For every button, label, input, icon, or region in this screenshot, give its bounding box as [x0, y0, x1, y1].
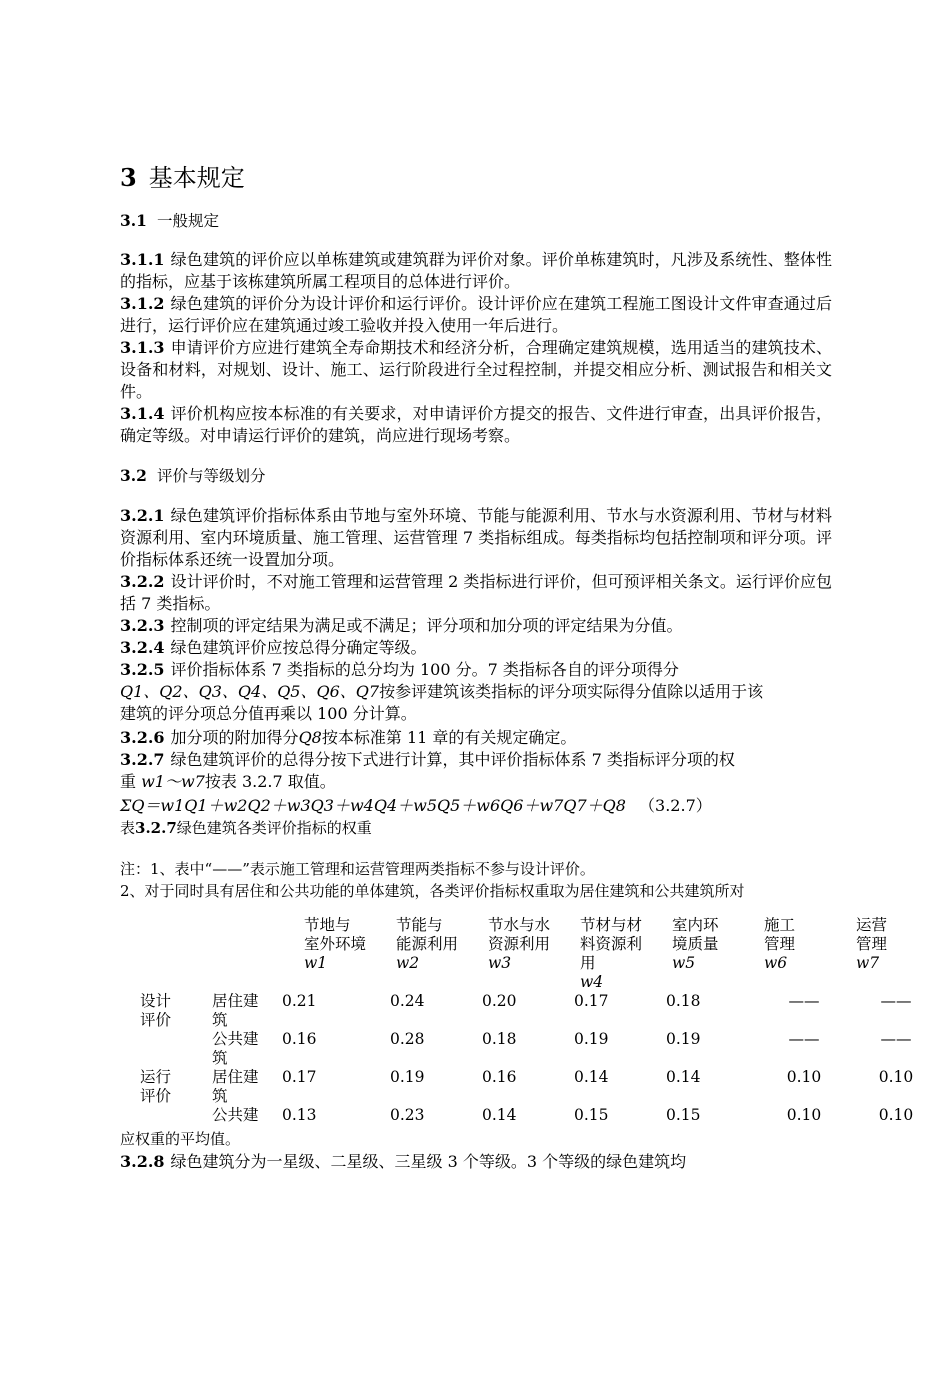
value-cell: 0.24 — [390, 992, 425, 1010]
value-cell: —— — [788, 992, 820, 1010]
note-2-continuation: 应权重的平均值。 — [120, 1130, 241, 1148]
clause-number: 3.2.7 — [120, 750, 165, 769]
value-cell: 0.23 — [390, 1106, 425, 1124]
row-category — [130, 1106, 212, 1125]
clause-3-1-1 — [120, 249, 832, 293]
clause-text: 申请评价方应进行建筑全寿命期技术和经济分析，合理确定建筑规模，选用适当的建筑技术、设备和材料，对规划、设计、施工、运行阶段进行全过程控制，并提交相应分析、测试报告和相关文件。 — [120, 338, 832, 401]
category-line: 评价 — [140, 1011, 172, 1029]
row-subcategory — [212, 1030, 282, 1068]
clause-number: 3.2.3 — [120, 616, 165, 635]
value-cell: —— — [880, 1030, 912, 1048]
header-line: 运营 — [856, 916, 888, 934]
value-cell: 0.18 — [482, 1030, 517, 1048]
clause-number: 3.1.1 — [120, 250, 165, 269]
weight-symbol: w6 — [764, 954, 788, 972]
header-line: 资源利用 — [488, 935, 551, 953]
clause-3-1-4 — [120, 403, 832, 447]
weight-symbol: w1 — [304, 954, 328, 972]
clause-number: 3.2.4 — [120, 638, 165, 657]
caption-prefix: 表 — [120, 819, 136, 837]
section-heading-3-2 — [120, 464, 265, 486]
weight-symbol: w4 — [580, 973, 604, 991]
clause-number: 3.1.4 — [120, 404, 165, 423]
value-cell: 0.16 — [482, 1068, 517, 1086]
clause-number: 3.2.1 — [120, 506, 165, 525]
value-cell: 0.20 — [482, 992, 517, 1010]
section-number: 3.1 — [120, 211, 147, 230]
row-subcategory — [212, 1068, 282, 1106]
subcategory-line: 筑 — [212, 1087, 228, 1105]
clause-number: 3.1.2 — [120, 294, 165, 313]
clause-3-2-5-line2 — [120, 681, 763, 703]
value-cell: 0.19 — [574, 1030, 609, 1048]
clause-3-1-2 — [120, 293, 832, 337]
header-w2 — [390, 916, 482, 992]
clause-number: 3.2.2 — [120, 572, 165, 591]
table-row — [130, 1030, 942, 1068]
category-line: 运行 — [140, 1068, 172, 1086]
subcategory-line: 居住建 — [212, 992, 259, 1010]
clause-3-2-7-line2 — [120, 771, 336, 793]
header-line: 料资源利 — [580, 935, 643, 953]
header-w6 — [758, 916, 850, 992]
section-title: 评价与等级划分 — [156, 467, 266, 485]
row-category — [130, 992, 212, 1030]
header-line: 用 — [580, 954, 596, 972]
caption-number: 3.2.7 — [135, 819, 177, 837]
category-line: 设计 — [140, 992, 172, 1010]
row-category — [130, 1068, 212, 1106]
note-2: 2、对于同时具有居住和公共功能的单体建筑，各类评价指标权重取为居住建筑和公共建筑所对 — [120, 882, 745, 900]
table-caption — [120, 817, 372, 839]
subcategory-line: 公共建 — [212, 1030, 259, 1048]
header-line: 境质量 — [672, 935, 719, 953]
value-cell: 0.16 — [282, 1030, 317, 1048]
q8-symbol: Q8 — [298, 728, 322, 747]
clause-3-2-4 — [120, 637, 427, 659]
weight-symbol: w2 — [396, 954, 420, 972]
chapter-number: 3 — [120, 163, 137, 192]
clause-text: 绿色建筑的评价应以单栋建筑或建筑群为评价对象。评价单栋建筑时，凡涉及系统性、整体性的指标，应基于该栋建筑所属工程项目的总体进行评价。 — [120, 250, 832, 291]
caption-text: 绿色建筑各类评价指标的权重 — [176, 819, 372, 837]
clause-number: 3.1.3 — [120, 338, 165, 357]
clause-3-2-1 — [120, 505, 832, 571]
header-w5 — [666, 916, 758, 992]
value-cell: 0.14 — [574, 1068, 609, 1086]
clause-text: 加分项的附加得分 — [170, 728, 299, 747]
equation-number: （3.2.7） — [639, 796, 712, 815]
clause-3-2-7 — [120, 749, 735, 771]
header-w3 — [482, 916, 574, 992]
clause-text: 按本标准第 11 章的有关规定确定。 — [321, 728, 577, 747]
table-header-row — [130, 916, 942, 992]
header-line: 施工 — [764, 916, 796, 934]
value-cell: 0.19 — [390, 1068, 425, 1086]
clause-text: 重 — [120, 772, 137, 791]
chapter-heading — [120, 158, 245, 193]
subcategory-line: 筑 — [212, 1049, 228, 1067]
value-cell: 0.18 — [666, 992, 701, 1010]
section-number: 3.2 — [120, 466, 147, 485]
value-cell: 0.19 — [666, 1030, 701, 1048]
header-line: 能源利用 — [396, 935, 459, 953]
clause-3-2-5 — [120, 659, 679, 681]
clause-text: 按表 3.2.7 取值。 — [204, 772, 336, 791]
header-line: 节材与材 — [580, 916, 643, 934]
row-subcategory — [212, 992, 282, 1030]
header-line: 管理 — [856, 935, 888, 953]
header-line: 节能与 — [396, 916, 443, 934]
category-line: 评价 — [140, 1087, 172, 1105]
value-cell: 0.17 — [574, 992, 609, 1010]
weights-table — [130, 916, 942, 1125]
table-row — [130, 1068, 942, 1106]
row-category — [130, 1030, 212, 1068]
value-cell: 0.17 — [282, 1068, 317, 1086]
clause-text: 绿色建筑分为一星级、二星级、三星级 3 个等级。3 个等级的绿色建筑均 — [170, 1152, 687, 1171]
clause-number: 3.2.6 — [120, 728, 165, 747]
clause-text: 绿色建筑评价应按总得分确定等级。 — [170, 638, 427, 657]
clause-text: 绿色建筑评价的总得分按下式进行计算，其中评价指标体系 7 类指标评分项的权 — [170, 750, 735, 769]
value-cell: 0.14 — [666, 1068, 701, 1086]
subcategory-line: 公共建 — [212, 1106, 259, 1124]
clause-text: 绿色建筑的评价分为设计评价和运行评价。设计评价应在建筑工程施工图设计文件审查通过后进行，运行评价应在建筑通过竣工验收并投入使用一年后进行。 — [120, 294, 832, 335]
table-row — [130, 1106, 942, 1125]
value-cell: 0.21 — [282, 992, 317, 1010]
formula-3-2-7 — [120, 795, 712, 817]
table-row — [130, 992, 942, 1030]
value-cell: 0.10 — [786, 1068, 822, 1086]
value-cell: 0.15 — [666, 1106, 701, 1124]
header-line: 室外环境 — [304, 935, 367, 953]
header-w7 — [850, 916, 942, 992]
row-subcategory — [212, 1106, 282, 1125]
value-cell: 0.15 — [574, 1106, 609, 1124]
subcategory-line: 筑 — [212, 1011, 228, 1029]
section-heading-3-1 — [120, 209, 219, 231]
clause-number: 3.2.8 — [120, 1152, 165, 1171]
weight-symbol: w7 — [856, 954, 880, 972]
value-cell: 0.10 — [786, 1106, 822, 1124]
clause-text: 评价机构应按本标准的有关要求，对申请评价方提交的报告、文件进行审查，出具评价报告，确定等级。对申请运行评价的建筑，尚应进行现场考察。 — [120, 404, 832, 445]
clause-text: 设计评价时，不对施工管理和运营管理 2 类指标进行评价，但可预评相关条文。运行评价应包括 7 类指标。 — [120, 572, 832, 613]
clause-number: 3.2.5 — [120, 660, 165, 679]
value-cell: 0.14 — [482, 1106, 517, 1124]
header-line: 节水与水 — [488, 916, 551, 934]
header-w4 — [574, 916, 666, 992]
clause-3-2-2 — [120, 571, 832, 615]
chapter-title: 基本规定 — [148, 164, 245, 192]
clause-text: 建筑的评分项总分值再乘以 100 分计算。 — [120, 704, 417, 723]
clause-3-2-5-line3 — [120, 703, 417, 725]
w-range: w1～w7 — [141, 772, 205, 791]
note-1: 注：1、表中“——”表示施工管理和运营管理两类指标不参与设计评价。 — [120, 860, 595, 878]
value-cell: —— — [880, 992, 912, 1010]
clause-text: 按参评建筑该类指标的评分项实际得分值除以适用于该 — [379, 682, 764, 701]
q-list: Q1、Q2、Q3、Q4、Q5、Q6、Q7 — [120, 682, 380, 701]
weight-symbol: w3 — [488, 954, 512, 972]
clause-text: 评价指标体系 7 类指标的总分均为 100 分。7 类指标各自的评分项得分 — [170, 660, 679, 679]
header-w1 — [282, 916, 390, 992]
header-line: 室内环 — [672, 916, 719, 934]
clause-3-1-3 — [120, 337, 832, 403]
subcategory-line: 居住建 — [212, 1068, 259, 1086]
clause-text: 绿色建筑评价指标体系由节地与室外环境、节能与能源利用、节水与水资源利用、节材与材料资源利用、室内环境质量、施工管理、运营管理 7 类指标组成。每类指标均包括控制项和评分项。评价指标体系还统一设置加分项。 — [120, 506, 832, 569]
value-cell: —— — [788, 1030, 820, 1048]
formula-expression: ΣQ＝w1Q1＋w2Q2＋w3Q3＋w4Q4＋w5Q5＋w6Q6＋w7Q7＋Q8 — [120, 796, 626, 815]
header-line: 管理 — [764, 935, 796, 953]
clause-text: 控制项的评定结果为满足或不满足；评分项和加分项的评定结果为分值。 — [170, 616, 683, 635]
value-cell: 0.28 — [390, 1030, 425, 1048]
value-cell: 0.13 — [282, 1106, 317, 1124]
value-cell: 0.10 — [878, 1106, 914, 1124]
clause-3-2-8 — [120, 1151, 686, 1173]
section-title: 一般规定 — [156, 212, 219, 230]
header-line: 节地与 — [304, 916, 351, 934]
clause-3-2-3 — [120, 615, 683, 637]
value-cell: 0.10 — [878, 1068, 914, 1086]
clause-3-2-6 — [120, 727, 576, 749]
weight-symbol: w5 — [672, 954, 696, 972]
